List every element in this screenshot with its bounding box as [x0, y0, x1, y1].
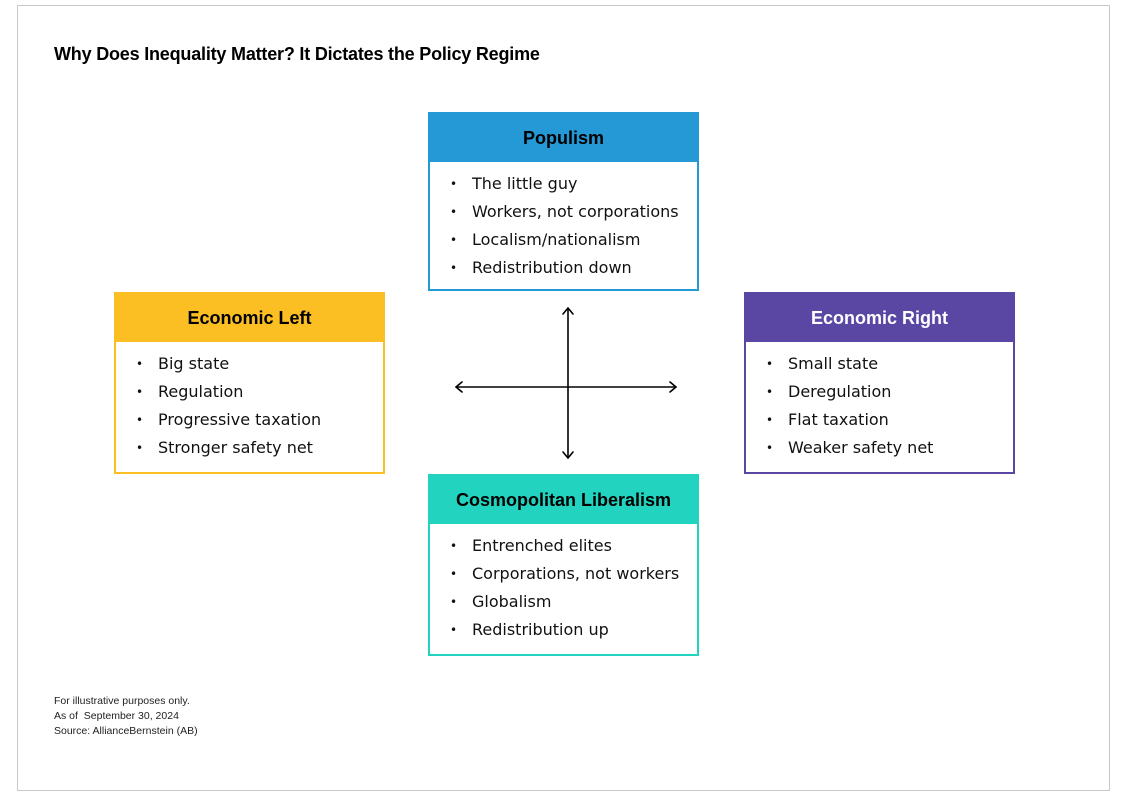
source-note: Source: AllianceBernstein (AB) — [54, 725, 198, 737]
list-item: • Flat taxation — [746, 406, 1013, 434]
populism-box — [428, 112, 699, 291]
cosmopolitan-liberalism-heading: Cosmopolitan Liberalism — [430, 476, 697, 524]
list-item: • Redistribution down — [430, 254, 697, 282]
bullet-icon: • — [450, 261, 458, 275]
cosmopolitan-liberalism-list — [430, 524, 697, 644]
cosmopolitan-liberalism-box — [428, 474, 699, 656]
bullet-icon: • — [450, 539, 458, 553]
bullet-icon: • — [136, 357, 144, 371]
bullet-icon: • — [136, 441, 144, 455]
economic-right-list — [746, 342, 1013, 462]
list-item: • Weaker safety net — [746, 434, 1013, 462]
disclaimer-note: For illustrative purposes only. — [54, 695, 190, 707]
bullet-icon: • — [450, 623, 458, 637]
populism-heading: Populism — [430, 114, 697, 162]
economic-left-list — [116, 342, 383, 462]
bullet-icon: • — [450, 595, 458, 609]
list-item: • Corporations, not workers — [430, 560, 697, 588]
bullet-icon: • — [450, 567, 458, 581]
axes-cross-icon — [450, 300, 682, 464]
economic-left-box — [114, 292, 385, 474]
economic-left-heading: Economic Left — [116, 294, 383, 342]
list-item: • Stronger safety net — [116, 434, 383, 462]
bullet-icon: • — [766, 413, 774, 427]
populism-list — [430, 162, 697, 282]
list-item: • Regulation — [116, 378, 383, 406]
figure-title: Why Does Inequality Matter? It Dictates the Policy Regime — [54, 44, 540, 64]
list-item: • The little guy — [430, 170, 697, 198]
bullet-icon: • — [136, 385, 144, 399]
list-item: • Localism/nationalism — [430, 226, 697, 254]
bullet-icon: • — [766, 357, 774, 371]
list-item: • Progressive taxation — [116, 406, 383, 434]
list-item: • Small state — [746, 350, 1013, 378]
list-item: • Big state — [116, 350, 383, 378]
list-item: • Workers, not corporations — [430, 198, 697, 226]
list-item: • Entrenched elites — [430, 532, 697, 560]
economic-right-box — [744, 292, 1015, 474]
bullet-icon: • — [450, 177, 458, 191]
date-note: As of September 30, 2024 — [54, 710, 179, 722]
bullet-icon: • — [136, 413, 144, 427]
list-item: • Redistribution up — [430, 616, 697, 644]
list-item: • Deregulation — [746, 378, 1013, 406]
bullet-icon: • — [450, 233, 458, 247]
bullet-icon: • — [766, 441, 774, 455]
footnotes — [54, 694, 198, 739]
list-item: • Globalism — [430, 588, 697, 616]
bullet-icon: • — [450, 205, 458, 219]
bullet-icon: • — [766, 385, 774, 399]
economic-right-heading: Economic Right — [746, 294, 1013, 342]
